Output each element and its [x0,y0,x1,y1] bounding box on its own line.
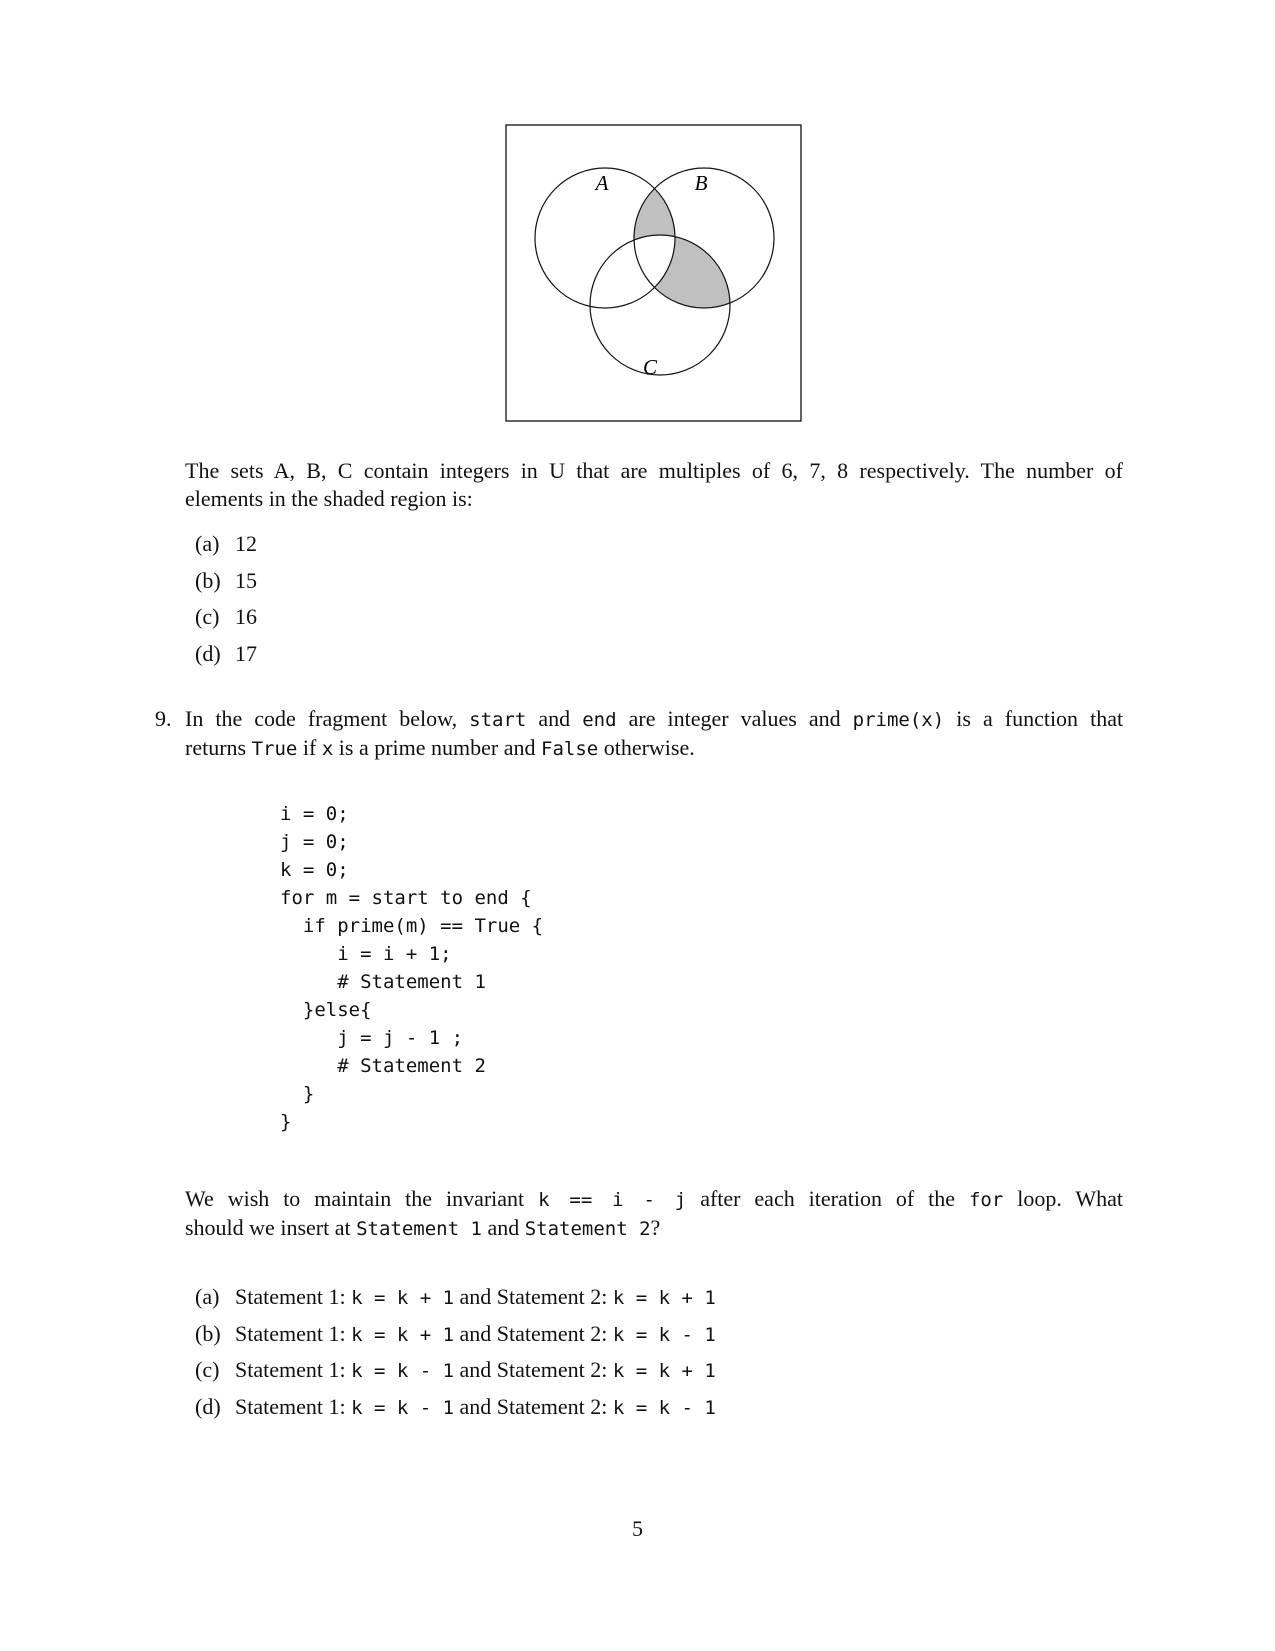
option-label: (d) [195,640,221,666]
q8-stem [185,457,1123,513]
code-statement-2: Statement 2 [524,1218,651,1240]
option-text: 16 [235,604,257,629]
option-code: k = k + 1 [612,1360,716,1382]
code-end: end [582,709,617,731]
option-code: k = k + 1 [351,1287,455,1309]
option-text: 12 [235,531,257,556]
code-fragment [280,800,543,1136]
intro-text: In the code fragment below, [185,706,458,731]
option-code: k = k - 1 [612,1323,716,1346]
code-for: for [968,1189,1004,1211]
intro-text: is a prime number and [338,735,536,760]
option-label: (a) [195,1284,220,1309]
q8-option-c [195,603,257,640]
option-code: k = k + 1 [351,1323,455,1346]
code-start: start [469,709,527,731]
code-line: i = 0; [280,803,349,825]
code-line: }else{ [280,999,372,1021]
label-c: C [642,355,658,379]
option-text: Statement 1: [235,1393,346,1419]
option-code: k = k - 1 [612,1396,716,1419]
code-line: k = 0; [280,859,349,881]
code-statement-1: Statement 1 [356,1218,482,1240]
option-label: (c) [195,1357,220,1382]
code-line: } [280,1083,315,1105]
option-label: (b) [195,567,221,593]
q9-question [185,1185,1123,1243]
code-prime: prime(x) [852,709,945,731]
q9-options [195,1283,716,1429]
intro-text: are integer values and [628,706,841,731]
question-text: after each iteration of the [700,1186,956,1211]
shaded-region [535,168,730,375]
page-number: 5 [632,1516,643,1541]
option-label: (d) [195,1393,221,1419]
question-text: loop. What [1017,1186,1124,1211]
label-b: B [694,171,708,195]
intro-text: if [302,735,317,760]
intro-text: is a function that [956,706,1124,731]
q9-intro-line-2 [185,734,1123,763]
option-text: 17 [235,640,257,666]
code-true: True [251,738,298,760]
question-text: We wish to maintain the invariant [185,1186,525,1211]
question-text: should we insert at [185,1215,351,1240]
option-label: (c) [195,604,220,629]
question-text: and [487,1215,520,1240]
q9-option-b [195,1320,716,1357]
code-line: i = i + 1; [280,943,452,965]
q8-stem-line-2: elements in the shaded region is: [185,486,473,511]
question-text: ? [650,1215,661,1240]
code-line: for m = start to end { [280,887,532,909]
q8-stem-line-1: The sets A, B, C contain integers in U that are multiples of 6, 7, 8 respectively. The number of [185,458,1123,483]
q8-option-d [195,640,257,677]
option-label: (b) [195,1320,221,1346]
option-text: and Statement 2: [459,1393,608,1419]
q9-option-c [195,1356,716,1393]
code-false: False [541,738,599,760]
q9-option-d [195,1393,716,1430]
q9-intro-line-1 [185,705,1123,734]
q9-question-line-2 [185,1214,1123,1243]
option-code: k = k - 1 [351,1360,455,1382]
code-line: if prime(m) == True { [280,915,544,937]
option-code: k = k - 1 [351,1396,455,1419]
q8-options [195,530,257,676]
label-a: A [595,171,609,195]
q9-question-line-1 [185,1185,1123,1214]
option-text: and Statement 2: [459,1357,608,1382]
intro-text: and [538,706,571,731]
q9-option-a [195,1283,716,1320]
code-x: x [321,738,334,760]
option-text: 15 [235,567,257,593]
option-text: Statement 1: [235,1284,346,1309]
intro-text: returns [185,735,247,760]
code-line: } [280,1111,292,1133]
option-code: k = k + 1 [612,1287,716,1309]
q9-intro [185,705,1123,763]
q8-option-b [195,567,257,604]
code-line: j = 0; [280,831,349,853]
q9-number: 9. [155,706,172,731]
option-text: and Statement 2: [459,1284,608,1309]
intro-text: otherwise. [603,735,695,760]
code-invariant: k == i - j [538,1189,687,1211]
option-text: Statement 1: [235,1320,346,1346]
q8-option-a [195,530,257,567]
venn-diagram [505,124,802,422]
code-line: # Statement 1 [280,971,486,993]
option-text: and Statement 2: [459,1320,608,1346]
option-label: (a) [195,531,220,556]
option-text: Statement 1: [235,1357,346,1382]
code-line: j = j - 1 ; [280,1027,464,1049]
code-line: # Statement 2 [280,1055,486,1077]
